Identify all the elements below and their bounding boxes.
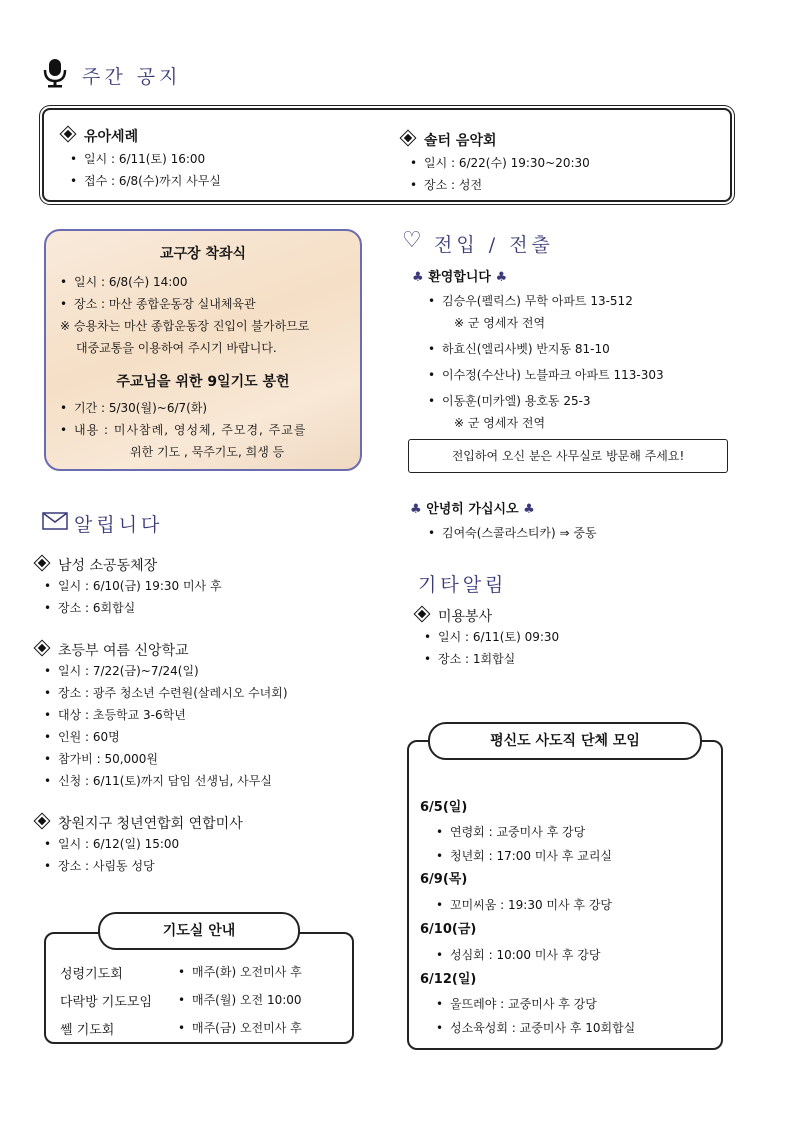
diamond-icon (414, 606, 431, 623)
info-line: • 일시 : 6/11(토) 16:00 (70, 148, 221, 170)
info-line: • 일시 : 6/10(금) 19:30 미사 후 (44, 575, 222, 597)
info-line: 위한 기도 , 묵주기도, 희생 등 (130, 445, 285, 459)
note-line: ※ 승용차는 마산 종합운동장 진입이 불가하므로 (60, 319, 310, 333)
prayer-row (60, 958, 340, 986)
bishop-title: 교구장 착좌식 (159, 246, 247, 262)
microphone-icon (42, 58, 68, 91)
welcome-list (428, 290, 664, 434)
diamond-icon (34, 640, 51, 657)
club-icon: ♣ (412, 270, 424, 285)
meeting-item: • 청년회 : 17:00 미사 후 교리실 (436, 844, 635, 868)
welcome-item: • 하효신(엘리사벳) 반지동 81-10 (428, 338, 664, 360)
weekly-title: 주간 공지 (82, 66, 182, 88)
meeting-date: 6/9(목) (420, 872, 468, 887)
info-line: • 신청 : 6/11(토)까지 담임 선생님, 사무실 (44, 770, 288, 792)
weekly-left (62, 126, 221, 192)
meeting-date: 6/5(일) (420, 800, 468, 815)
prayer-rows (60, 958, 340, 1042)
bishop-box (44, 229, 362, 471)
meeting-date: 6/10(금) (420, 922, 477, 937)
info-line: • 내용 : 미사참례, 영성체, 주모경, 주교를 (60, 419, 306, 441)
notice-block-2 (36, 640, 288, 792)
infant-baptism-heading: 유아세례 (84, 129, 139, 145)
info-line: • 장소 : 사림동 성당 (44, 855, 243, 877)
prayer-time: • 매주(월) 오전 10:00 (178, 989, 302, 1011)
note-line: 대중교통을 이용하여 주시기 바랍니다. (76, 341, 277, 355)
concert-heading: 솔터 음악회 (424, 133, 497, 149)
farewell-title: ♣ 안녕히 가십시오 ♣ (410, 502, 535, 517)
info-line: • 일시 : 6/11(토) 09:30 (424, 626, 559, 648)
notice-heading: 초등부 여름 신앙학교 (58, 643, 189, 659)
weekly-box (42, 108, 732, 202)
info-line: • 인원 : 60명 (44, 726, 288, 748)
info-line: • 일시 : 6/12(일) 15:00 (44, 833, 243, 855)
info-line: • 일시 : 6/8(수) 14:00 (60, 271, 309, 293)
apostolate-list (420, 796, 635, 1040)
prayer-name: 성령기도회 (60, 966, 123, 982)
meeting-item: • 성심회 : 10:00 미사 후 강당 (436, 942, 635, 968)
info-line: • 장소 : 마산 종합운동장 실내체육관 (60, 293, 309, 315)
club-icon: ♣ (410, 502, 422, 517)
prayer-time: • 매주(금) 오전미사 후 (178, 1017, 302, 1039)
notice-block-1 (36, 555, 222, 619)
prayer-name: 쎌 기도회 (60, 1022, 115, 1038)
welcome-item: • 김승우(펠릭스) 무학 아파트 13-512 (428, 290, 664, 312)
prayer-row (60, 986, 340, 1014)
club-icon: ♣ (523, 502, 535, 517)
diamond-icon (34, 555, 51, 572)
club-icon: ♣ (495, 270, 508, 285)
etc-block (416, 606, 559, 670)
etc-title: 기타알림 (418, 574, 508, 596)
prayer-name: 다락방 기도모임 (60, 994, 153, 1010)
visit-notice: 전입하여 오신 분은 사무실로 방문해 주세요! (408, 439, 728, 473)
notices-title: 알립니다 (74, 514, 164, 536)
diamond-icon (400, 130, 417, 147)
prayer-row (60, 1014, 340, 1042)
meeting-item: • 울뜨레야 : 교중미사 후 강당 (436, 992, 635, 1016)
apostolate-title: 평신도 사도직 단체 모임 (428, 722, 702, 760)
info-line: • 대상 : 초등학교 3-6학년 (44, 704, 288, 726)
meeting-date: 6/12(일) (420, 972, 477, 987)
weekly-right (402, 130, 590, 196)
etc-heading: 미용봉사 (438, 609, 493, 625)
heart-icon: ♡ (402, 228, 422, 253)
farewell-item: • 김여숙(스콜라스티카) ⇒ 중동 (428, 522, 597, 544)
novena-title: 주교님을 위한 9일기도 봉헌 (116, 374, 290, 390)
info-line: • 일시 : 6/22(수) 19:30~20:30 (410, 152, 590, 174)
notice-heading: 남성 소공동체장 (58, 558, 158, 574)
info-line: • 참가비 : 50,000원 (44, 748, 288, 770)
info-line: • 장소 : 광주 청소년 수련원(살레시오 수녀회) (44, 682, 288, 704)
info-line: • 장소 : 1회합실 (424, 648, 559, 670)
prayer-time: • 매주(화) 오전미사 후 (178, 961, 302, 983)
info-line: • 장소 : 6회합실 (44, 597, 222, 619)
welcome-title: ♣ 환영합니다 ♣ (412, 270, 508, 285)
welcome-item: • 이동훈(미카엘) 용호동 25-3 (428, 390, 664, 412)
notice-heading: 창원지구 청년연합회 연합미사 (58, 816, 243, 832)
info-line: • 일시 : 7/22(금)~7/24(일) (44, 660, 288, 682)
diamond-icon (60, 126, 77, 143)
moves-title: 전입 / 전출 (434, 234, 554, 256)
meeting-item: • 꼬미씨움 : 19:30 미사 후 강당 (436, 892, 635, 918)
diamond-icon (34, 813, 51, 830)
prayer-title: 기도실 안내 (98, 912, 300, 950)
meeting-item: • 연령회 : 교중미사 후 강당 (436, 820, 635, 844)
notice-block-3 (36, 813, 243, 877)
meeting-item: • 성소육성회 : 교중미사 후 10회합실 (436, 1016, 635, 1040)
info-line: • 장소 : 성전 (410, 174, 590, 196)
welcome-item: • 이수정(수산나) 노블파크 아파트 113-303 (428, 364, 664, 386)
envelope-icon (42, 512, 68, 533)
welcome-sub: ※ 군 영세자 전역 (454, 316, 546, 330)
welcome-sub: ※ 군 영세자 전역 (454, 416, 546, 430)
info-line: • 기간 : 5/30(월)~6/7(화) (60, 397, 306, 419)
info-line: • 접수 : 6/8(수)까지 사무실 (70, 170, 221, 192)
